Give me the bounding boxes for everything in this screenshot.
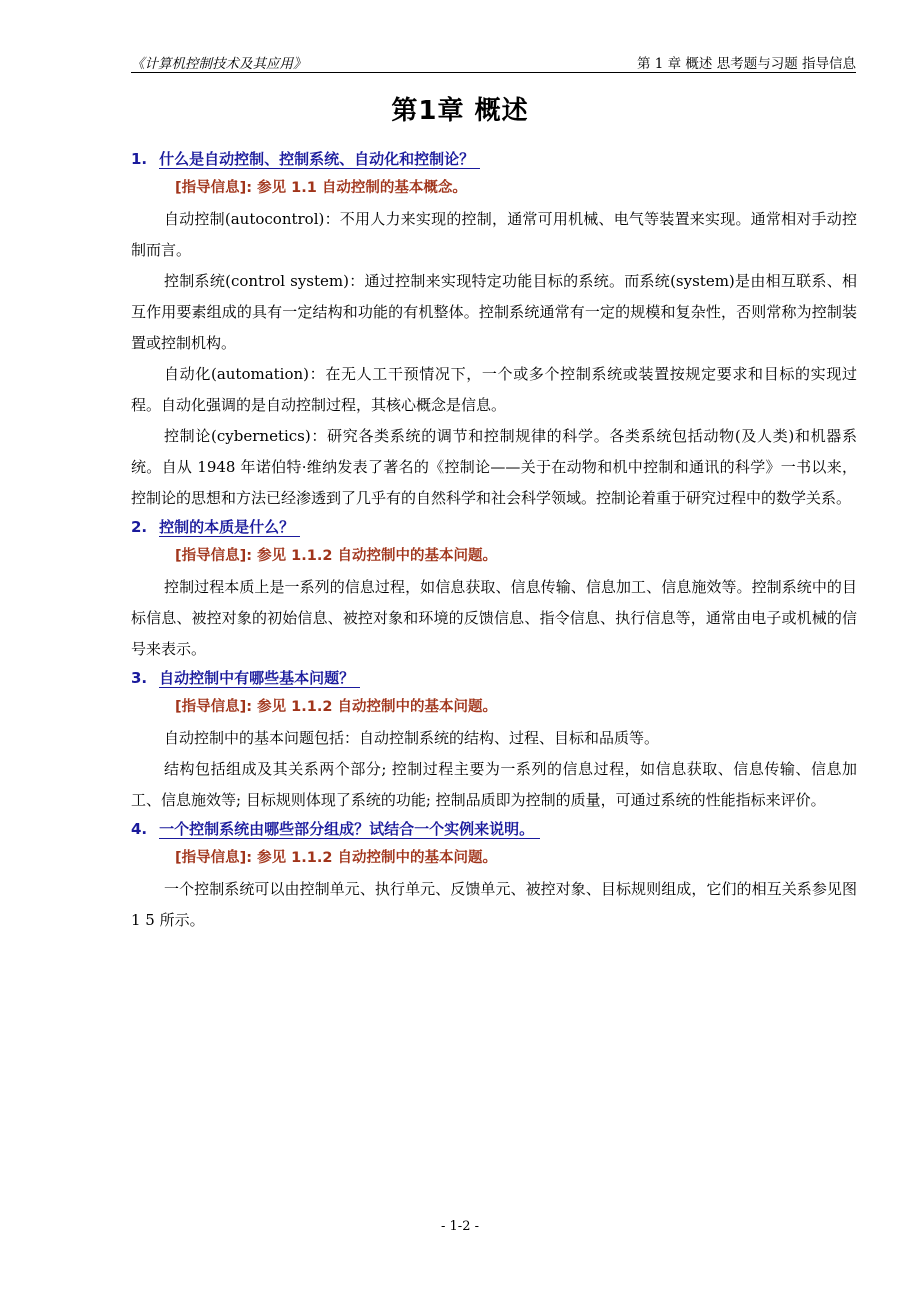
answer-paragraph: 自动控制(autocontrol)：不用人力来实现的控制，通常可用机械、电气等装置来实现。通常相对手动控制而言。 <box>131 210 857 259</box>
question-number: 3. <box>131 669 148 687</box>
answer-paragraph: 控制系统(control system)：通过控制来实现特定功能目标的系统。而系统(system)是由相互联系、相互作用要素组成的具有一定结构和功能的有机整体。控制系统通常有一定的规模和复杂性，否则常称为控制装置或控制机构。 <box>131 272 857 352</box>
chapter-title: 第1章 概述 <box>391 96 529 126</box>
guide-info: [指导信息]: 参见 1.1.2 自动控制中的基本问题。 <box>175 699 497 715</box>
question-heading <box>131 665 857 691</box>
answer-paragraph: 自动控制中的基本问题包括：自动控制系统的结构、过程、目标和品质等。 <box>164 729 660 747</box>
answer-paragraph: 自动化(automation)：在无人工干预情况下，一个或多个控制系统或装置按规定要求和目标的实现过程。自动化强调的是自动控制过程，其核心概念是信息。 <box>131 365 857 414</box>
question-number: 4. <box>131 820 148 838</box>
page-header <box>131 50 856 73</box>
page-number: - 1-2 - <box>441 1219 479 1234</box>
question-heading <box>131 146 857 172</box>
answer-paragraph: 一个控制系统可以由控制单元、执行单元、反馈单元、被控对象、目标规则组成，它们的相互关系参见图 1 5 所示。 <box>131 880 857 929</box>
guide-info: [指导信息]: 参见 1.1.2 自动控制中的基本问题。 <box>175 850 497 866</box>
question-text: 什么是自动控制、控制系统、自动化和控制论？ <box>159 150 480 169</box>
question-text: 控制的本质是什么？ <box>159 518 300 537</box>
question-text: 自动控制中有哪些基本问题？ <box>159 669 360 688</box>
answer-paragraph: 结构包括组成及其关系两个部分; 控制过程主要为一系列的信息过程，如信息获取、信息传输、信息加工、信息施效等; 目标规则体现了系统的功能; 控制品质即为控制的质量，可通过系统的性能指标来评价。 <box>131 760 857 809</box>
guide-info: [指导信息]: 参见 1.1.2 自动控制中的基本问题。 <box>175 548 497 564</box>
header-book-title: 《计算机控制技术及其应用》 <box>131 56 307 72</box>
document-body <box>131 146 857 936</box>
question-number: 2. <box>131 518 148 536</box>
guide-info: [指导信息]: 参见 1.1 自动控制的基本概念。 <box>175 180 467 196</box>
question-text: 一个控制系统由哪些部分组成？试结合一个实例来说明。 <box>159 820 540 839</box>
question-number: 1. <box>131 150 148 168</box>
question-heading <box>131 816 857 842</box>
answer-paragraph: 控制过程本质上是一系列的信息过程，如信息获取、信息传输、信息加工、信息施效等。控制系统中的目标信息、被控对象的初始信息、被控对象和环境的反馈信息、指令信息、执行信息等，通常由电子或机械的信号来表示。 <box>131 578 857 658</box>
answer-paragraph: 控制论(cybernetics)：研究各类系统的调节和控制规律的科学。各类系统包括动物(及人类)和机器系统。自从 1948 年诺伯特·维纳发表了著名的《控制论——关于在动物和机中控制和通讯的科学》一书以来，控制论的思想和方法已经渗透到了几乎有的自然科学和社会科学领域。控制论着重于研究过程中的数学关系。 <box>131 427 857 507</box>
question-heading <box>131 514 857 540</box>
header-chapter-info: 第 1 章 概述 思考题与习题 指导信息 <box>636 56 856 72</box>
